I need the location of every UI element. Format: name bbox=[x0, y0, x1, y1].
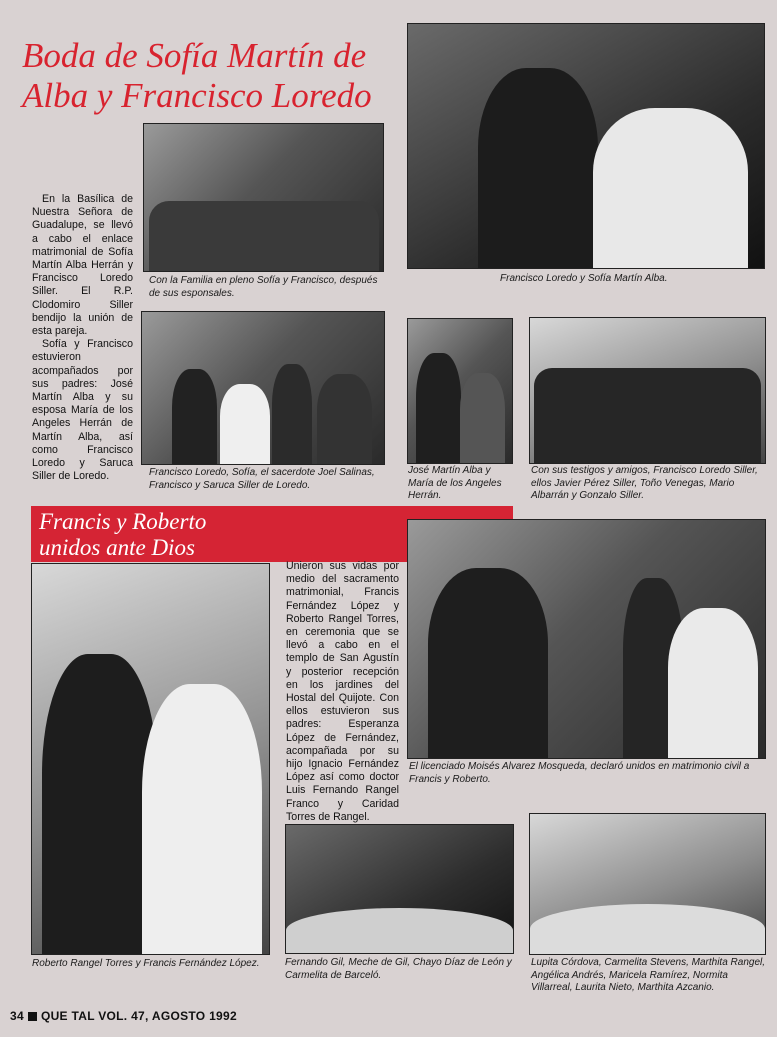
page-number: 34 bbox=[10, 1009, 24, 1023]
caption-table-guests-1: Fernando Gil, Meche de Gil, Chayo Díaz de León y Carmelita de Barceló. bbox=[285, 957, 512, 981]
caption-parents: José Martín Alba y María de los Angeles Herrán. bbox=[408, 465, 502, 501]
caption-civil-ceremony: El licenciado Moisés Alvarez Mosqueda, declaró unidos en matrimonio civil a Francis y Roberto. bbox=[409, 761, 750, 785]
caption-couple-sofia-francisco: Francisco Loredo y Sofía Martín Alba. bbox=[500, 273, 668, 284]
article1-title: Boda de Sofía Martín de Alba y Francisco Loredo bbox=[22, 36, 372, 115]
photo-couple-francis-roberto bbox=[31, 563, 270, 955]
article2-title-line1: Francis y Roberto bbox=[39, 509, 207, 534]
page-footer bbox=[10, 1009, 237, 1023]
article1-body bbox=[32, 193, 133, 483]
photo-witnesses bbox=[529, 317, 766, 464]
photo-family bbox=[143, 123, 384, 272]
photo-couple-sofia-francisco bbox=[407, 23, 765, 269]
photo-priest-group bbox=[141, 311, 385, 465]
caption-witnesses: Con sus testigos y amigos, Francisco Loredo Siller, ellos Javier Pérez Siller, Toño Venegas, Mario Albarrán y Gonzalo Siller. bbox=[531, 465, 758, 501]
square-bullet-icon bbox=[28, 1012, 37, 1021]
article2-title-line2: unidos ante Dios bbox=[39, 535, 195, 560]
article1-paragraph-1: En la Basílica de Nuestra Señora de Guadalupe, se llevó a cabo el enlace matrimonial de Sofía Martín Alba Herrán y Francisco Loredo Siller. El R.P. Clodomiro Siller bendijo la unión de esta pareja. bbox=[32, 193, 133, 338]
photo-civil-ceremony bbox=[407, 519, 766, 759]
caption-family: Con la Familia en pleno Sofía y Francisco, después de sus esponsales. bbox=[149, 275, 378, 299]
photo-table-guests-2 bbox=[529, 813, 766, 955]
photo-table-guests-1 bbox=[285, 824, 514, 954]
caption-couple-francis-roberto: Roberto Rangel Torres y Francis Fernández López. bbox=[32, 958, 260, 969]
caption-priest-group: Francisco Loredo, Sofía, el sacerdote Joel Salinas, Francisco y Saruca Siller de Loredo. bbox=[149, 467, 375, 491]
article1-paragraph-2: Sofía y Francisco estuvieron acompañados por sus padres: José Martín Alba y su esposa María de los Angeles Herrán de Martín Alba, así como Francisco Loredo y Saruca Siller de Loredo. bbox=[32, 338, 133, 483]
caption-table-guests-2: Lupita Córdova, Carmelita Stevens, Marthita Rangel, Angélica Andrés, Maricela Ramírez, Normita Villarreal, Laurita Nieto, Marthita Azcanio. bbox=[531, 957, 766, 993]
article2-body: Unieron sus vidas por medio del sacramento matrimonial, Francis Fernández López y Roberto Rangel Torres, en ceremonia que se llevó a cabo en el templo de San Agustín y posterior recepción en los jardines del Hostal del Quijote. Con ellos estuvieron sus padres: Esperanza López de Fernández, acompañada por su hijo Ignacio Fernández López así como doctor Luis Fernando Rangel Franco y Caridad Torres de Rangel. bbox=[286, 560, 399, 823]
photo-parents bbox=[407, 318, 513, 464]
publication-info: QUE TAL VOL. 47, AGOSTO 1992 bbox=[40, 1009, 237, 1023]
